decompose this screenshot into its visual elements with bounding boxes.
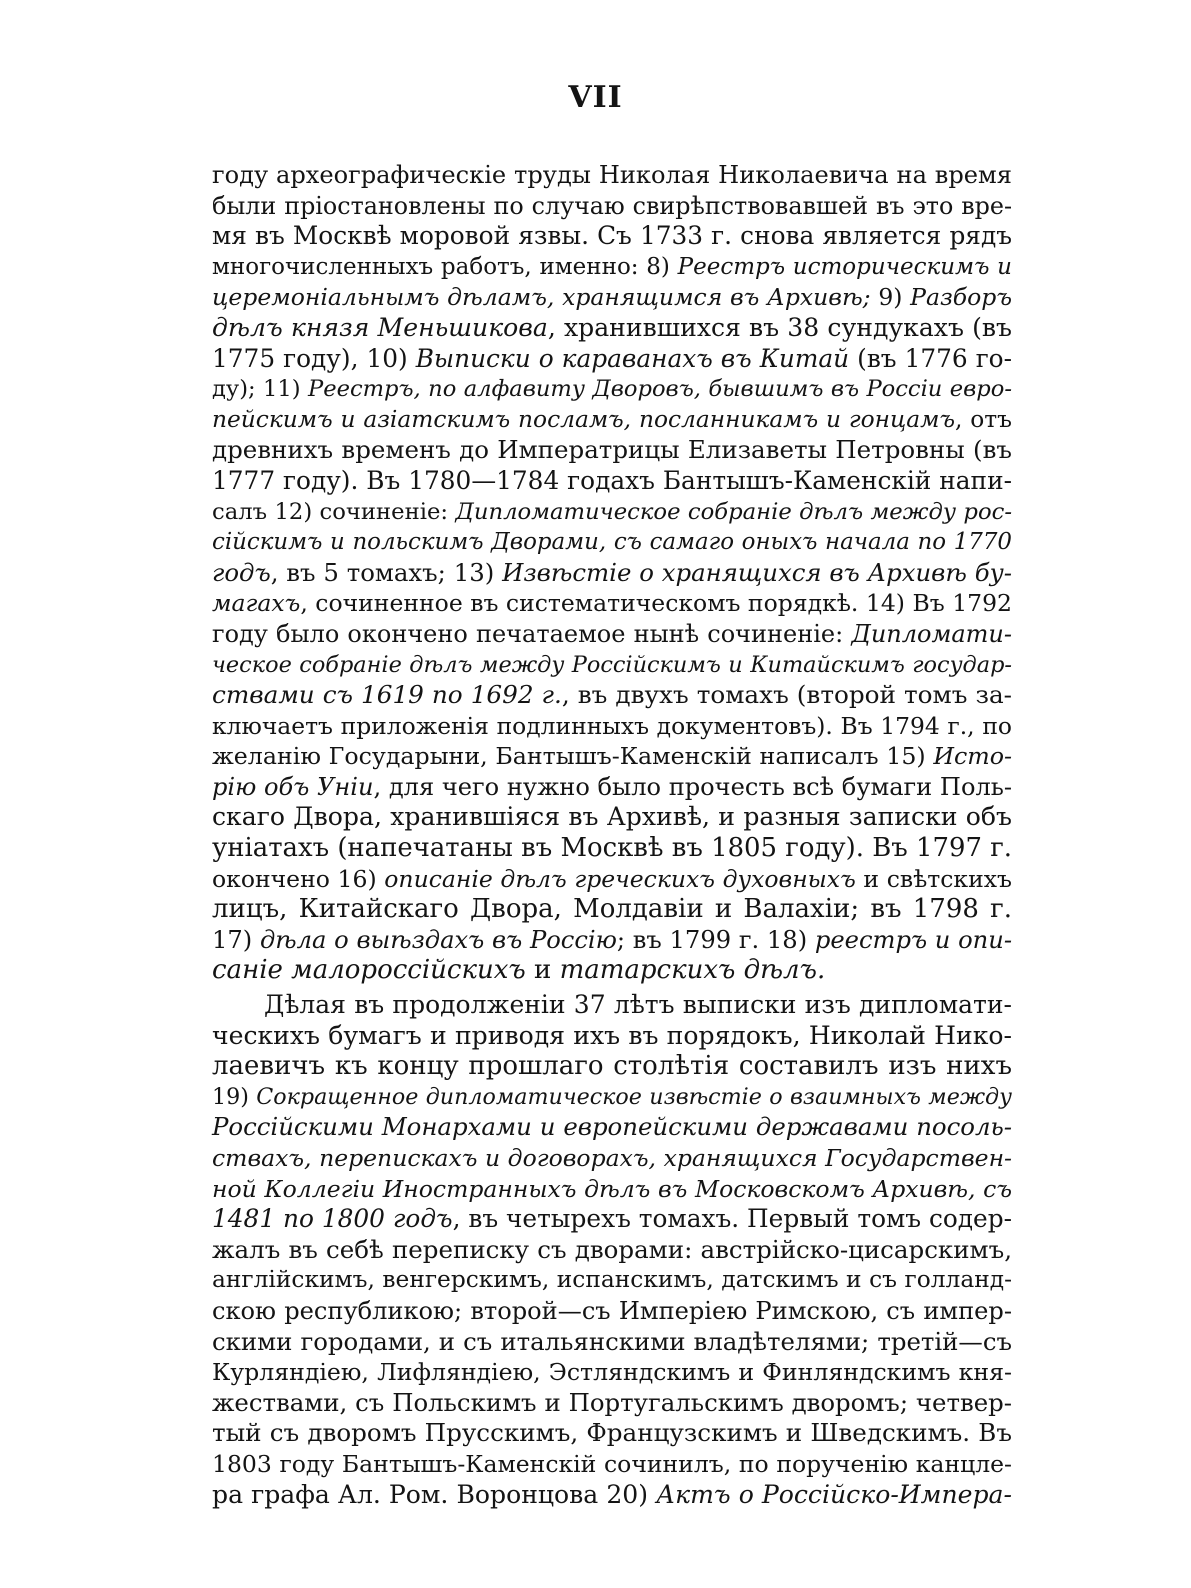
text-line: [212, 221, 1012, 252]
text-segment: , въ четырехъ томахъ. Первый томъ содер-: [452, 1204, 1012, 1234]
italic-text: дѣлъ князя Меньшикова: [212, 312, 548, 342]
italic-text: магахъ: [212, 589, 301, 618]
italic-text: описаніе дѣлъ греческихъ духовныхъ: [384, 864, 856, 893]
text-line: [212, 160, 1012, 191]
text-segment: году археографическіе труды Николая Николаевича на время: [212, 161, 1012, 189]
text-line: [212, 680, 1012, 711]
text-segment: 19): [212, 1083, 257, 1110]
italic-text: Разборъ: [910, 283, 1013, 312]
text-line: [212, 1204, 1012, 1235]
text-line: [212, 1480, 1012, 1511]
text-line: [212, 1327, 1012, 1358]
text-segment: лаевичъ къ концу прошлаго столѣтія составилъ изъ нихъ: [212, 1051, 1012, 1082]
italic-text: татарскихъ дѣлъ.: [559, 955, 826, 986]
italic-text: 1481 по 1800 годъ: [212, 1204, 453, 1234]
text-segment: 1777 году). Въ 1780—1784 годахъ Бантышъ-Каменскій напи-: [212, 465, 1012, 495]
italic-text: пейскимъ и азіатскимъ посламъ, посланникамъ и гонцамъ: [212, 405, 955, 433]
text-line: [212, 1051, 1012, 1082]
italic-text: Сокращенное дипломатическое извѣстіе о взаимныхъ между: [256, 1083, 1012, 1110]
text-line: [212, 894, 1012, 925]
text-segment: , въ двухъ томахъ (второй томъ за-: [561, 680, 1012, 710]
text-segment: Курляндіею, Лифляндіею, Эстляндскимъ и Финляндскимъ кня-: [212, 1358, 1012, 1387]
italic-text: Реестръ историческимъ и: [677, 253, 1012, 280]
text-segment: англійскимъ, венгерскимъ, испанскимъ, датскимъ и съ голланд-: [212, 1266, 1012, 1294]
text-line: [212, 833, 1012, 864]
italic-text: рію объ Уніи: [212, 772, 374, 801]
text-segment: 9): [870, 283, 911, 312]
text-segment: были пріостановлены по случаю свирѣпствовавшей въ это вре-: [212, 191, 1012, 220]
text-line: [212, 466, 1012, 497]
italic-text: реестръ и опи-: [814, 925, 1013, 954]
text-line: [212, 282, 1012, 313]
text-line: [212, 650, 1012, 681]
text-segment: тый съ дворомъ Прусскимъ, Французскимъ и Шведскимъ. Въ: [212, 1418, 1012, 1448]
italic-text: сійскимъ и польскимъ Дворами, съ самаго оныхъ начала по 1770: [212, 529, 1012, 556]
text-segment: 1803 году Бантышъ-Каменскій сочинилъ, по порученію канцле-: [212, 1449, 1012, 1478]
italic-text: ствами съ 1619 по 1692 г.: [212, 680, 562, 710]
italic-text: ной Коллегіи Иностранныхъ дѣлъ въ Московскомъ Архивѣ, съ: [212, 1174, 1012, 1203]
text-segment: и: [525, 955, 560, 986]
text-segment: лицъ, Китайскаго Двора, Молдавіи и Валахіи; въ 1798 г.: [212, 894, 1012, 925]
text-segment: ду); 11): [212, 376, 309, 403]
text-segment: ческихъ бумагъ и приводя ихъ въ порядокъ, Николай Нико-: [212, 1020, 1012, 1050]
text-line: [212, 619, 1012, 650]
text-segment: скою республикою; второй—съ Имперіею Римскою, съ импер-: [212, 1296, 1012, 1325]
text-segment: и свѣтскихъ: [855, 864, 1012, 893]
text-line: [212, 344, 1012, 375]
text-segment: скаго Двора, хранившіяся въ Архивѣ, и разныя записки объ: [212, 802, 1012, 832]
italic-text: саніе малороссійскихъ: [212, 955, 526, 986]
text-segment: салъ 12) сочиненіе:: [212, 498, 456, 525]
text-line: [212, 1235, 1012, 1266]
text-line: [212, 1357, 1012, 1388]
text-segment: желанію Государыни, Бантышъ-Каменскій написалъ 15): [212, 742, 934, 771]
text-line: [212, 558, 1012, 589]
text-segment: , сочиненное въ систематическомъ порядкѣ. 14) Въ 1792: [300, 589, 1012, 618]
text-segment: жествами, съ Польскимъ и Португальскимъ дворомъ; четвер-: [212, 1387, 1012, 1417]
text-line: [212, 374, 1012, 405]
text-line: [212, 802, 1012, 833]
text-line: [212, 1296, 1012, 1327]
italic-text: Актъ о Россійско-Импера-: [656, 1479, 1012, 1509]
text-line: [212, 1418, 1012, 1449]
text-line: [212, 1265, 1012, 1296]
text-segment: , для чего нужно было прочесть всѣ бумаги Поль-: [373, 772, 1013, 801]
text-segment: мя въ Москвѣ моровой язвы. Съ 1733 г. снова является рядъ: [212, 221, 1012, 251]
italic-text: ческое собраніе дѣлъ между Россійскимъ и Китайскимъ государ-: [212, 651, 1012, 678]
text-segment: , отъ: [954, 405, 1012, 433]
italic-text: Реестръ, по алфавиту Дворовъ, бывшимъ въ Россіи евро-: [308, 376, 1012, 403]
text-line: [212, 588, 1012, 619]
text-segment: , въ 5 томахъ; 13): [270, 557, 503, 587]
text-segment: скими городами, и съ итальянскими владѣтелями; третій—съ: [212, 1326, 1012, 1356]
text-line: [212, 1174, 1012, 1205]
text-line: [212, 1021, 1012, 1052]
text-line: [212, 1449, 1012, 1480]
italic-text: ствахъ, перепискахъ и договорахъ, хранящихся Государствен-: [212, 1144, 1012, 1172]
italic-text: Выписки о караванахъ въ Китай: [415, 343, 850, 373]
italic-text: церемоніальнымъ дѣламъ, хранящимся въ Архивѣ;: [212, 283, 871, 312]
text-line: [212, 1388, 1012, 1419]
page-number: VII: [568, 80, 623, 115]
text-line: [212, 955, 1012, 986]
italic-text: дѣла о выѣздахъ въ Россію: [259, 925, 617, 954]
italic-text: Дипломатическое собраніе дѣлъ между рос-: [455, 498, 1012, 525]
text-line: [212, 527, 1012, 558]
italic-text: Дипломати-: [851, 619, 1012, 648]
text-line: [212, 497, 1012, 528]
italic-text: годъ: [212, 557, 271, 587]
text-segment: ра графа Ал. Ром. Воронцова 20): [212, 1479, 657, 1509]
text-segment: 1775 году), 10): [212, 343, 416, 373]
text-segment: 17): [212, 925, 260, 954]
text-line: [212, 405, 1012, 436]
text-segment: году было окончено печатаемое нынѣ сочиненіе:: [212, 619, 852, 648]
text-line: [212, 772, 1012, 803]
text-segment: ; въ 1799 г. 18): [616, 925, 815, 954]
text-segment: (въ 1776 го-: [849, 343, 1012, 373]
body-text: [212, 160, 1012, 1510]
text-segment: Дѣлая въ продолженіи 37 лѣтъ выписки изъ дипломати-: [264, 990, 1012, 1020]
text-line: [212, 741, 1012, 772]
italic-text: Извѣстіе о хранящихся въ Архивѣ бу-: [502, 557, 1012, 587]
text-line: [212, 313, 1012, 344]
text-segment: , хранившихся въ 38 сундукахъ (въ: [547, 312, 1012, 342]
text-segment: многочисленныхъ работъ, именно: 8): [212, 253, 678, 280]
italic-text: Россійскими Монархами и европейскими державами посоль-: [212, 1112, 1012, 1142]
text-line: [212, 435, 1012, 466]
text-line: [212, 1112, 1012, 1143]
text-segment: древнихъ временъ до Императрицы Елизаветы Петровны (въ: [212, 435, 1012, 465]
text-segment: ключаетъ приложенія подлинныхъ документовъ). Въ 1794 г., по: [212, 711, 1012, 740]
italic-text: Исто-: [933, 742, 1012, 771]
text-segment: окончено 16): [212, 864, 385, 893]
text-segment: жалъ въ себѣ переписку съ дворами: австрійско-цисарскимъ,: [212, 1234, 1012, 1264]
text-segment: уніатахъ (напечатаны въ Москвѣ въ 1805 году). Въ 1797 г.: [212, 833, 1012, 864]
text-line: [212, 864, 1012, 895]
text-line: [212, 191, 1012, 222]
text-line: [212, 1143, 1012, 1174]
text-line: [212, 990, 1012, 1021]
text-line: [212, 1082, 1012, 1113]
text-line: [212, 925, 1012, 956]
text-line: [212, 252, 1012, 283]
text-line: [212, 711, 1012, 742]
